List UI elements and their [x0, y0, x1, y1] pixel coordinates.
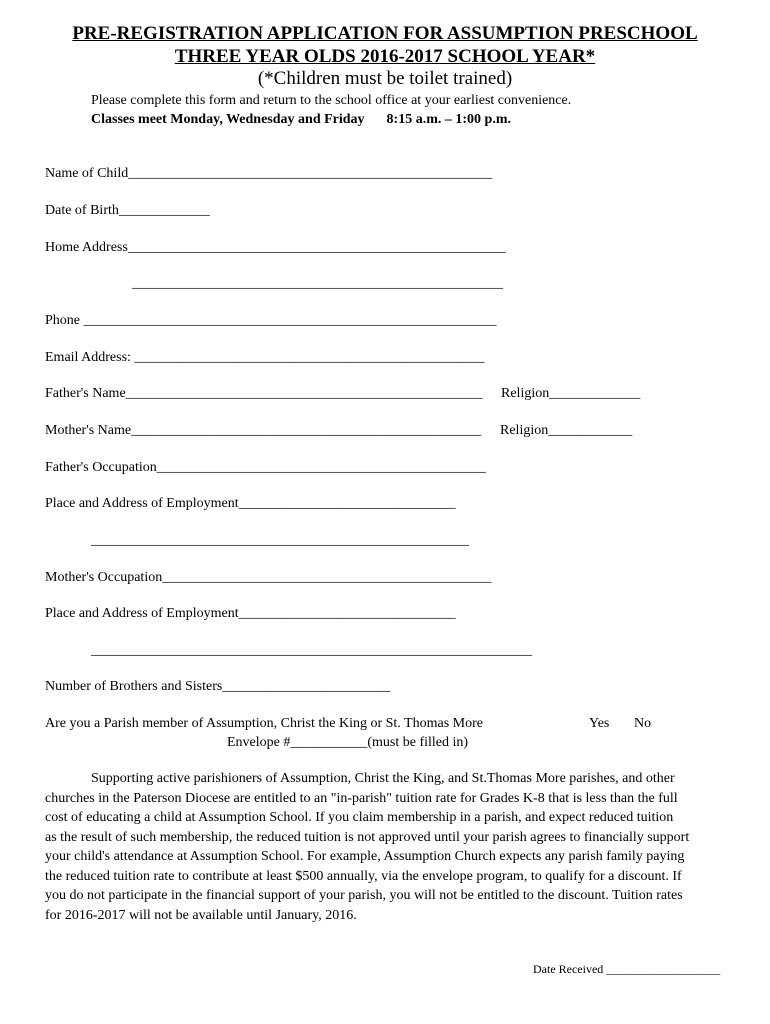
class-days: Classes meet Monday, Wednesday and Friday [91, 112, 365, 127]
mothers-employment-line2-field[interactable]: _______________________________________________________________ [91, 643, 532, 658]
class-time: 8:15 a.m. – 1:00 p.m. [386, 112, 511, 127]
fathers-employment-field[interactable]: Place and Address of Employment_______________________________ [45, 496, 456, 511]
home-address-line2-field[interactable]: _____________________________________________________ [132, 276, 503, 291]
fathers-occupation-field[interactable]: Father's Occupation_______________________________________________ [45, 460, 486, 475]
fathers-name-field[interactable]: Father's Name___________________________________________________ [45, 386, 483, 401]
phone-field[interactable]: Phone ___________________________________________________________ [45, 313, 497, 328]
mothers-religion-field[interactable]: Religion____________ [500, 423, 633, 438]
paragraph-line: cost of educating a child at Assumption School. If you claim membership in a parish, and expect reduced tuition [45, 810, 674, 825]
paragraph-line: as the result of such membership, the reduced tuition is not approved until your parish agrees to financially support [45, 829, 690, 845]
paragraph-line: the reduced tuition rate to contribute at least $500 annually, via the envelope program, to qualify for a discount. If [45, 868, 682, 884]
mothers-employment-field[interactable]: Place and Address of Employment_______________________________ [45, 606, 456, 621]
toilet-trained-note: (*Children must be toilet trained) [257, 68, 513, 89]
mothers-occupation-field[interactable]: Mother's Occupation_______________________________________________ [45, 570, 492, 585]
siblings-field[interactable]: Number of Brothers and Sisters________________________ [45, 679, 391, 694]
fathers-religion-field[interactable]: Religion_____________ [501, 386, 641, 401]
parish-yes-option[interactable]: Yes [589, 716, 610, 731]
parish-no-option[interactable]: No [634, 716, 652, 731]
form-title: PRE-REGISTRATION APPLICATION FOR ASSUMPTION PRESCHOOL [72, 23, 698, 44]
tuition-policy-paragraph [45, 769, 745, 925]
parish-question: Are you a Parish member of Assumption, Christ the King or St. Thomas More [45, 716, 483, 731]
envelope-number-field[interactable]: Envelope #___________(must be filled in) [227, 735, 469, 750]
date-received-field[interactable]: Date Received ___________________ [533, 962, 721, 976]
email-field[interactable]: Email Address: __________________________________________________ [45, 350, 485, 365]
fathers-employment-line2-field[interactable]: ______________________________________________________ [91, 533, 469, 548]
class-schedule [91, 112, 511, 128]
form-subtitle: THREE YEAR OLDS 2016-2017 SCHOOL YEAR* [174, 46, 596, 67]
paragraph-line: you do not participate in the financial support of your parish, you will not be entitled to the discount. Tuition rates [45, 888, 683, 903]
name-of-child-field[interactable]: Name of Child____________________________________________________ [45, 166, 493, 181]
paragraph-line: your child's attendance at Assumption School. For example, Assumption Church expects any parish family paying [45, 849, 685, 864]
paragraph-line: Supporting active parishioners of Assumption, Christ the King, and St.Thomas More parishes, and other [91, 771, 675, 786]
instructions-text: Please complete this form and return to the school office at your earliest convenience. [91, 93, 572, 108]
paragraph-line: churches in the Paterson Diocese are entitled to an "in-parish" tuition rate for Grades K-8 that is less than the full [45, 790, 678, 806]
date-of-birth-field[interactable]: Date of Birth_____________ [45, 203, 210, 218]
home-address-field[interactable]: Home Address______________________________________________________ [45, 240, 506, 255]
mothers-name-field[interactable]: Mother's Name__________________________________________________ [45, 423, 482, 438]
paragraph-line: for 2016-2017 will not be available until January, 2016. [45, 907, 357, 923]
